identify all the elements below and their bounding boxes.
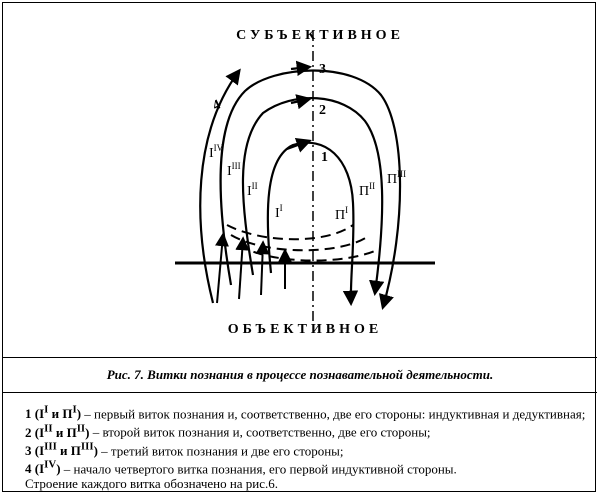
label-I3: $I^{III}$ <box>227 161 241 179</box>
caption-row <box>3 357 597 393</box>
figure-notes <box>25 403 591 491</box>
figure-area <box>3 3 597 357</box>
label-I4: $I^{IV}$ <box>209 143 224 161</box>
label-II3: $П^{III}$ <box>387 169 407 187</box>
turn-3-arrow <box>291 67 309 69</box>
knowledge-spiral-diagram <box>3 3 597 357</box>
label-II1: $П^I$ <box>335 205 349 223</box>
note-1: 1 ($I^I$ и $П^I$) – первый виток познания и, соответственно, две его стороны: индуктивная и дедуктивная; <box>25 404 586 422</box>
label-I2: $I^{II}$ <box>247 181 258 199</box>
footer-note: Строение каждого витка обозначено на рис.6. <box>25 476 279 492</box>
turn-number-4: 4 <box>210 97 224 114</box>
dashed-arc-2 <box>231 235 367 250</box>
turn-1-arrow <box>287 141 309 149</box>
turn-number-2: 2 <box>319 103 326 118</box>
note-3: 3 ($I^{III}$ и $П^{III}$) – третий виток познания и две его стороны; <box>25 440 344 458</box>
label-II2: $П^{II}$ <box>359 181 376 199</box>
turn-number-3: 3 <box>319 62 326 77</box>
dashed-arc-3 <box>239 245 379 261</box>
turn-number-1: 1 <box>321 150 328 165</box>
top-label: СУБЪЕКТИВНОЕ <box>236 28 404 43</box>
figure-frame <box>2 2 596 492</box>
input-arrow-3 <box>261 243 263 295</box>
label-I1: $I^I$ <box>275 203 283 221</box>
input-arrow-1 <box>217 235 223 303</box>
note-4: 4 $(I^{IV})$ – начало четвертого витка познания, его первой индуктивной стороны. <box>25 458 457 477</box>
note-2: 2 ($I^{II}$ и $П^{II}$) – второй виток познания и, соответственно, две его стороны; <box>25 422 431 440</box>
bottom-label: ОБЪЕКТИВНОЕ <box>227 322 383 337</box>
figure-caption: Рис. 7. Витки познания в процессе познавательной деятельности. <box>106 367 494 382</box>
